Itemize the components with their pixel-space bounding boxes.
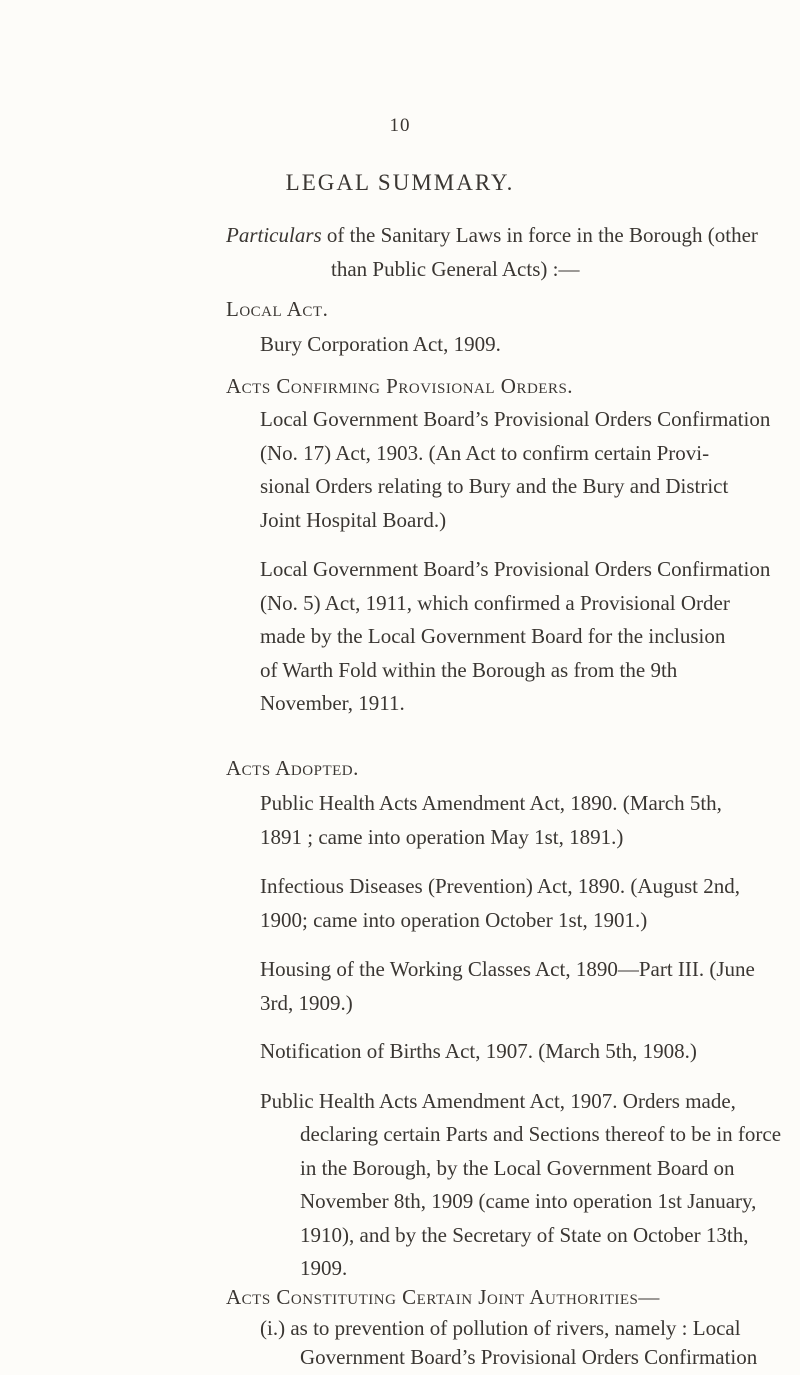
text-line: Government Board’s Provisional Orders Confirmation — [300, 1345, 758, 1369]
page-title: LEGAL SUMMARY. — [285, 170, 515, 195]
list-item-adopted-5 — [260, 1085, 790, 1119]
text-line: 1909. — [300, 1256, 348, 1280]
list-item-adopted-2 — [260, 870, 790, 937]
text-line: Joint Hospital Board.) — [260, 507, 447, 532]
text-line: declaring certain Parts and Sections thereof to be in force — [300, 1122, 782, 1146]
text-line: Public Health Acts Amendment Act, 1890. (March 5th, — [260, 791, 722, 815]
list-item-confirming-1 — [260, 403, 790, 537]
intro-line2: than Public General Acts) :— — [331, 257, 580, 281]
list-item-adopted-3 — [260, 953, 790, 1020]
text-line: Local Government Board’s Provisional Orders Confirmation — [260, 407, 771, 431]
heading-confirming-orders: Acts Confirming Provisional Orders. — [226, 374, 574, 398]
text-line: (i.) as to prevention of pollution of rivers, namely : Local — [260, 1316, 741, 1340]
intro-paragraph — [226, 218, 786, 286]
text-line: of Warth Fold within the Borough as from the 9th — [260, 657, 678, 682]
text-line: 1910), and by the Secretary of State on October 13th, — [300, 1222, 749, 1247]
text-line: sional Orders relating to Bury and the Bury and District — [260, 474, 729, 498]
text-line: Public Health Acts Amendment Act, 1907. Orders made, — [260, 1089, 736, 1113]
text-line: in the Borough, by the Local Government Board on — [300, 1155, 735, 1180]
text-line: made by the Local Government Board for the inclusion — [260, 624, 726, 648]
intro-line1: of the Sanitary Laws in force in the Borough (other — [321, 223, 758, 247]
heading-local-act: Local Act. — [226, 297, 329, 321]
text-line: 3rd, 1909.) — [260, 990, 353, 1015]
text-line: 1900; came into operation October 1st, 1901.) — [260, 907, 648, 932]
list-item-adopted-1 — [260, 787, 790, 854]
text-line: November 8th, 1909 (came into operation 1st January, — [300, 1189, 757, 1213]
list-item-adopted-5-continued — [300, 1118, 790, 1286]
text-line: Housing of the Working Classes Act, 1890—Part III. (June — [260, 957, 755, 981]
heading-acts-adopted: Acts Adopted. — [226, 756, 359, 780]
text-line: Local Government Board’s Provisional Orders Confirmation — [260, 557, 771, 581]
text-line: (No. 5) Act, 1911, which confirmed a Provisional Order — [260, 590, 730, 615]
list-item-adopted-4 — [260, 1035, 790, 1069]
text-line: (No. 17) Act, 1903. (An Act to confirm certain Provi- — [260, 440, 710, 465]
text-line: November, 1911. — [260, 691, 405, 715]
text-line: Notification of Births Act, 1907. (March 5th, 1908.) — [260, 1039, 697, 1063]
heading-joint-authorities: Acts Constituting Certain Joint Authorities— — [226, 1285, 660, 1309]
list-item-joint-1-continued — [300, 1341, 790, 1375]
page-number: 10 — [389, 115, 411, 136]
text-line: 1891 ; came into operation May 1st, 1891.) — [260, 824, 624, 849]
text-line: Infectious Diseases (Prevention) Act, 1890. (August 2nd, — [260, 874, 740, 898]
intro-lead: Particulars — [226, 223, 322, 247]
list-item-confirming-2 — [260, 553, 790, 721]
list-item: Bury Corporation Act, 1909. — [260, 332, 501, 356]
